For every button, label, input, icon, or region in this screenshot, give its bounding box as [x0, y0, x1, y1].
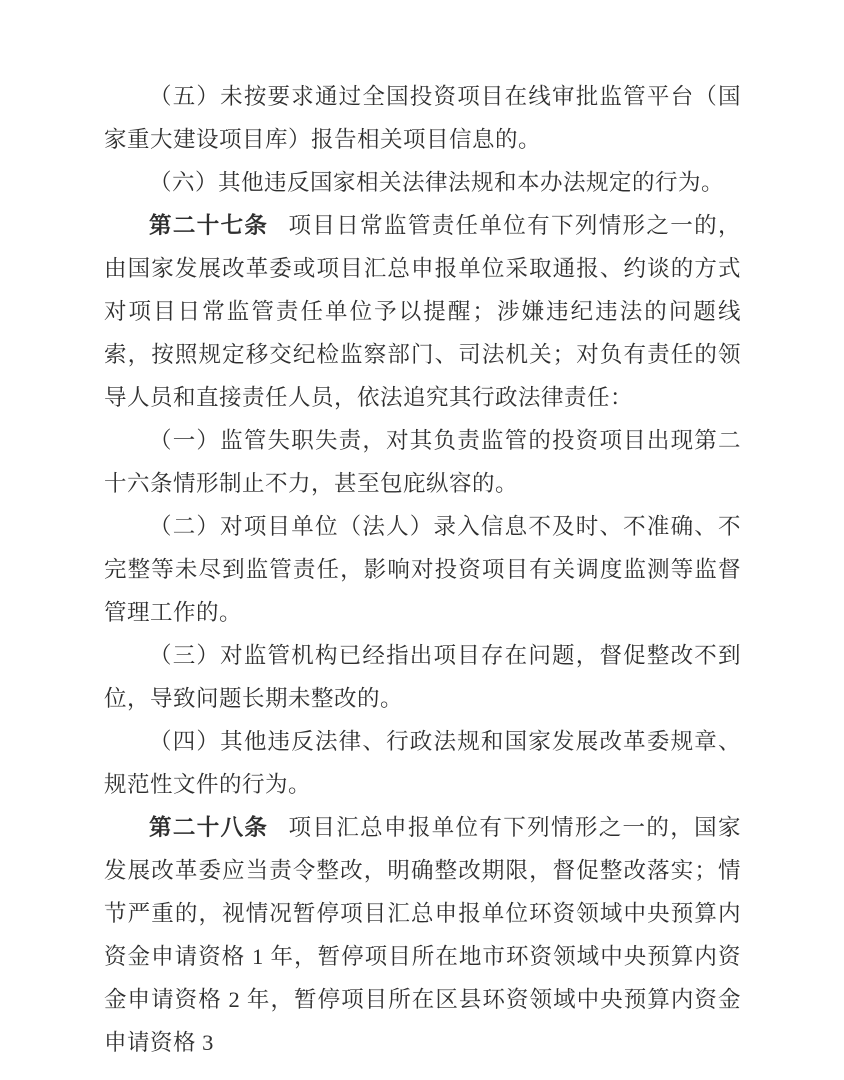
paragraph-text: 项目日常监管责任单位有下列情形之一的，由国家发展改革委或项目汇总申报单位采取通报、约谈的方式对项目日常监管责任单位予以提醒；涉嫌违纪违法的问题线索，按照规定移交纪检监察部门、司法机关；对负有责任的领导人员和直接责任人员，依法追究其行政法律责任： — [104, 213, 741, 410]
paragraph — [104, 505, 741, 634]
paragraph — [104, 634, 741, 720]
paragraph-text: （三）对监管机构已经指出项目存在问题，督促整改不到位，导致问题长期未整改的。 — [104, 643, 741, 711]
paragraph-text: （五）未按要求通过全国投资项目在线审批监管平台（国家重大建设项目库）报告相关项目信息的。 — [104, 84, 741, 152]
paragraph-text: （四）其他违反法律、行政法规和国家发展改革委规章、规范性文件的行为。 — [104, 729, 741, 797]
article-number-label: 第二十八条 — [149, 815, 269, 840]
paragraph-text: （二）对项目单位（法人）录入信息不及时、不准确、不完整等未尽到监管责任，影响对投资项目有关调度监测等监督管理工作的。 — [104, 514, 741, 625]
paragraph — [104, 75, 741, 161]
paragraph — [104, 419, 741, 505]
paragraph — [104, 161, 741, 204]
paragraph-text: （一）监管失职失责，对其负责监管的投资项目出现第二十六条情形制止不力，甚至包庇纵容的。 — [104, 428, 741, 496]
paragraph — [104, 806, 741, 1064]
paragraph — [104, 720, 741, 806]
article-number-label: 第二十七条 — [149, 213, 269, 238]
paragraph — [104, 204, 741, 419]
paragraph-text: 项目汇总申报单位有下列情形之一的，国家发展改革委应当责令整改，明确整改期限，督促整改落实；情节严重的，视情况暂停项目汇总申报单位环资领域中央预算内资金申请资格 1 年，暂停项目所在地市环资领域中央预算内资金申请资格 2 年，暂停项目所在区县环资领域中央预算内资金申请资格 3 — [104, 815, 741, 1055]
paragraph-text: （六）其他违反国家相关法律法规和本办法规定的行为。 — [149, 170, 725, 195]
